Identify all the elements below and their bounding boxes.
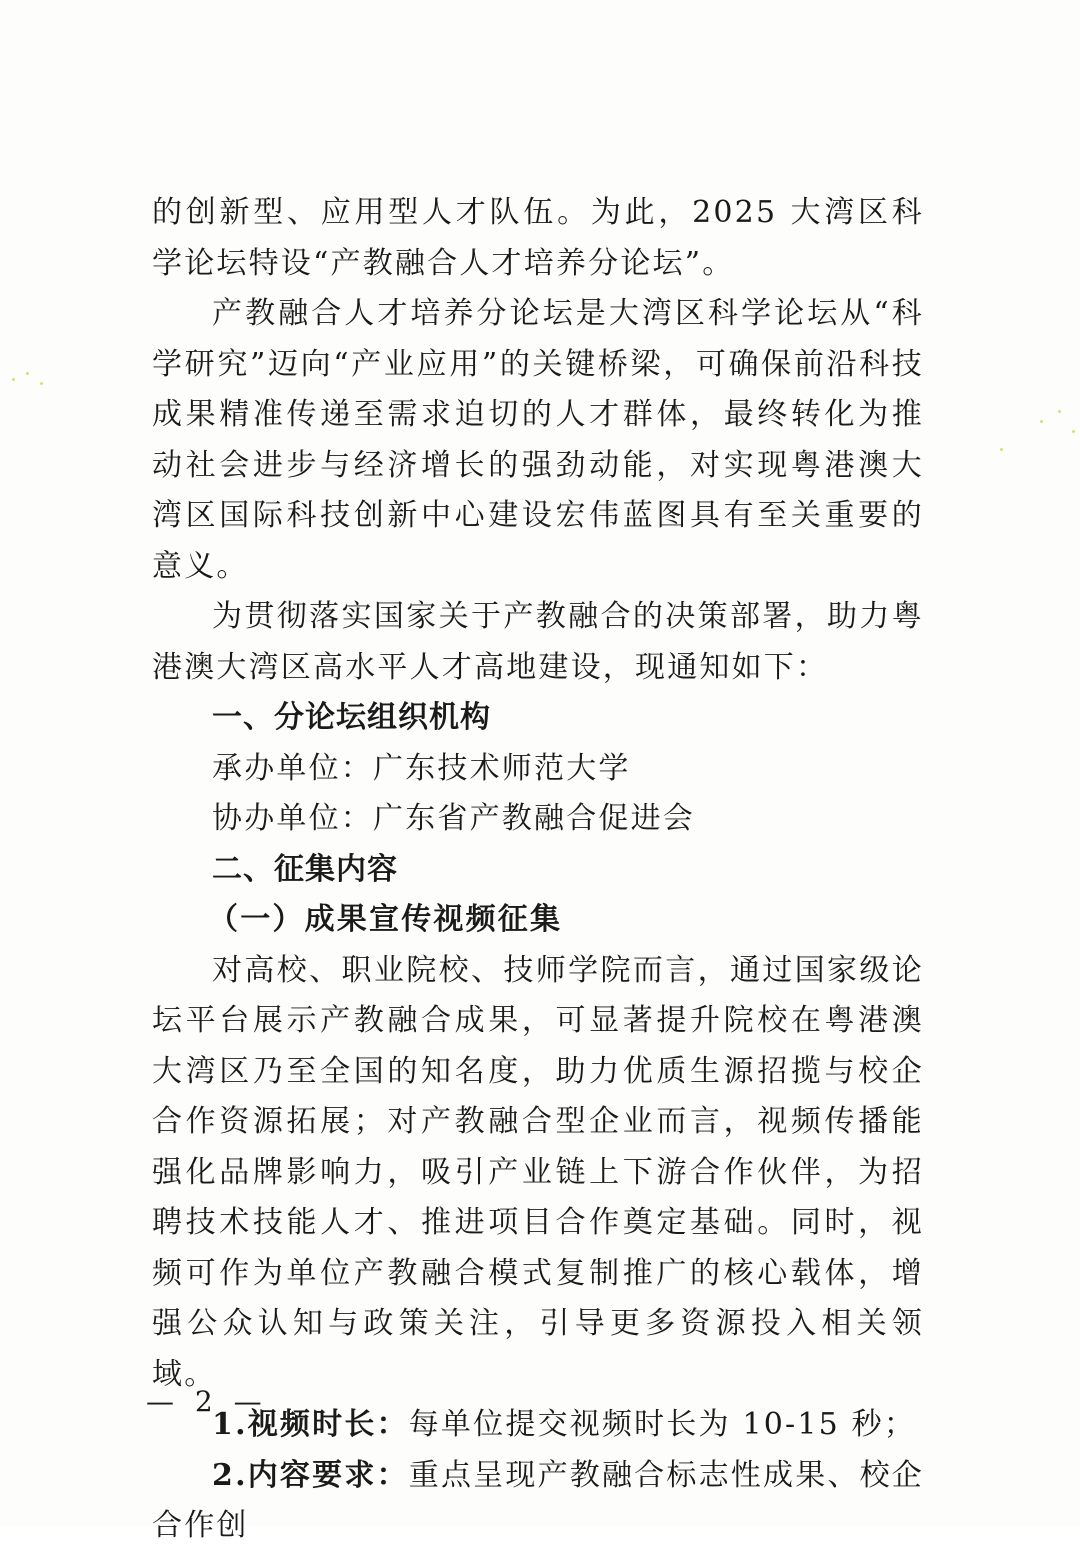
subsection-heading-video: （一）成果宣传视频征集: [208, 902, 563, 937]
section-heading-collection: 二、征集内容: [212, 851, 398, 887]
section-heading-organization: 一、分论坛组织机构: [212, 700, 491, 735]
page-number: — 2 —: [146, 1385, 268, 1418]
paper-speck: [1000, 448, 1003, 451]
paper-speck: [12, 378, 15, 381]
organizer-line: 承办单位：广东技术师范大学: [212, 750, 631, 786]
paragraph-forum-significance: 产教融合人才培养分论坛是大湾区科学论坛从“科学研究”迈向“产业应用”的关键桥梁，可确保前沿科技成果精准传递至需求迫切的人才群体，最终转化为推动社会进步与经济增长的强劲动能，对实现粤港澳大湾区国际科技创新中心建设宏伟蓝图具有至关重要的意义。: [152, 296, 924, 584]
requirement-text-duration: 每单位提交视频时长为 10-15 秒；: [408, 1407, 917, 1442]
paper-speck: [1040, 420, 1043, 423]
paper-speck: [26, 372, 29, 375]
document-body: [152, 188, 924, 1552]
paper-speck: [1072, 430, 1075, 433]
requirement-item-duration: [152, 1400, 924, 1451]
paragraph-intro-continued: 的创新型、应用型人才队伍。为此，2025 大湾区科学论坛特设“产教融合人才培养分论坛”。: [152, 195, 924, 281]
paragraph-video-purpose: 对高校、职业院校、技师学院而言，通过国家级论坛平台展示产教融合成果，可显著提升院校在粤港澳大湾区乃至全国的知名度，助力优质生源招揽与校企合作资源拓展；对产教融合型企业而言，视频传播能强化品牌影响力，吸引产业链上下游合作伙伴，为招聘技术技能人才、推进项目合作奠定基础。同时，视频可作为单位产教融合模式复制推广的核心载体，增强公众认知与政策关注，引导更多资源投入相关领域。: [152, 952, 924, 1392]
requirement-item-content: [152, 1451, 924, 1552]
co-organizer-line: 协办单位：广东省产教融合促进会: [212, 801, 695, 836]
paragraph-notice-purpose: 为贯彻落实国家关于产教融合的决策部署，助力粤港澳大湾区高水平人才高地建设，现通知如下：: [152, 599, 924, 685]
requirement-text-content: 重点呈现产教融合标志性成果、校企合作创: [152, 1457, 925, 1543]
requirement-label-content: 2.内容要求：: [212, 1457, 409, 1493]
requirement-label-duration: 1.视频时长：: [212, 1407, 409, 1442]
paper-speck: [1058, 410, 1061, 413]
paper-speck: [40, 382, 43, 385]
